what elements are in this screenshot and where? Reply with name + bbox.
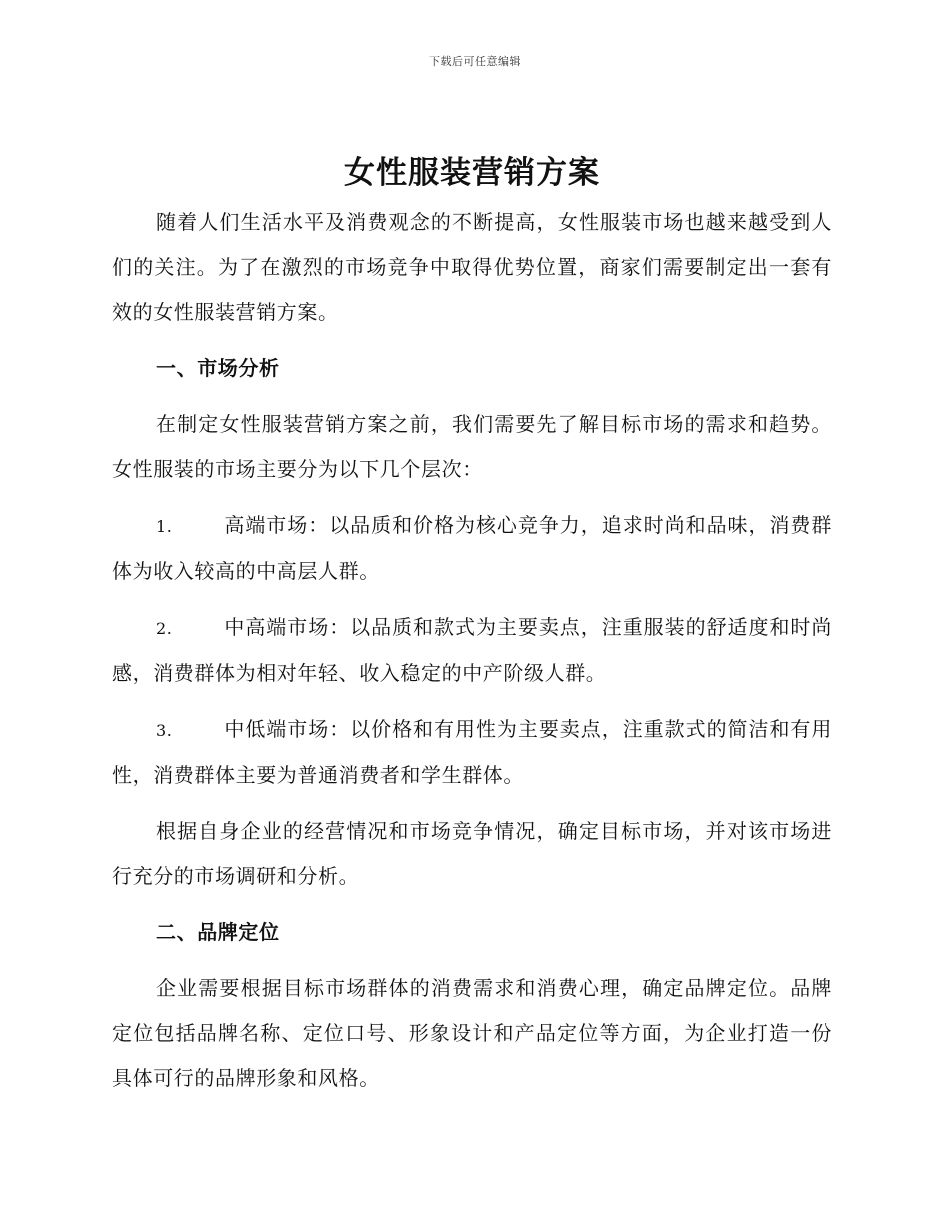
market-analysis-paragraph: 在制定女性服装营销方案之前，我们需要先了解目标市场的需求和趋势。女性服装的市场主要分为以下几个层次： [112, 412, 832, 481]
page-header-note: 下载后可任意编辑 [429, 55, 521, 68]
list-item [112, 503, 832, 594]
document-body [112, 150, 832, 1101]
list-item-number: 2. [156, 619, 173, 638]
section-heading-market-analysis: 一、市场分析 [156, 356, 280, 380]
list-item-text: 中低端市场：以价格和有用性为主要卖点，注重款式的简洁和有用性，消费群体主要为普通消费者和学生群体。 [112, 717, 832, 787]
list-item [112, 605, 832, 696]
section-heading-brand-positioning: 二、品牌定位 [156, 920, 280, 944]
document-title: 女性服装营销方案 [344, 155, 600, 191]
list-item-text: 高端市场：以品质和价格为核心竞争力，追求时尚和品味，消费群体为收入较高的中高层人群。 [112, 513, 832, 583]
list-item [112, 707, 832, 798]
intro-paragraph: 随着人们生活水平及消费观念的不断提高，女性服装市场也越来越受到人们的关注。为了在激烈的市场竞争中取得优势位置，商家们需要制定出一套有效的女性服装营销方案。 [112, 210, 832, 324]
list-item-text: 中高端市场：以品质和款式为主要卖点，注重服装的舒适度和时尚感，消费群体为相对年轻、收入稳定的中产阶级人群。 [112, 615, 832, 685]
list-item-number: 1. [156, 517, 173, 536]
list-item-number: 3. [156, 721, 173, 740]
market-conclusion-paragraph: 根据自身企业的经营情况和市场竞争情况，确定目标市场，并对该市场进行充分的市场调研和分析。 [112, 819, 832, 888]
brand-positioning-paragraph: 企业需要根据目标市场群体的消费需求和消费心理，确定品牌定位。品牌定位包括品牌名称、定位口号、形象设计和产品定位等方面，为企业打造一份具体可行的品牌形象和风格。 [112, 976, 832, 1090]
